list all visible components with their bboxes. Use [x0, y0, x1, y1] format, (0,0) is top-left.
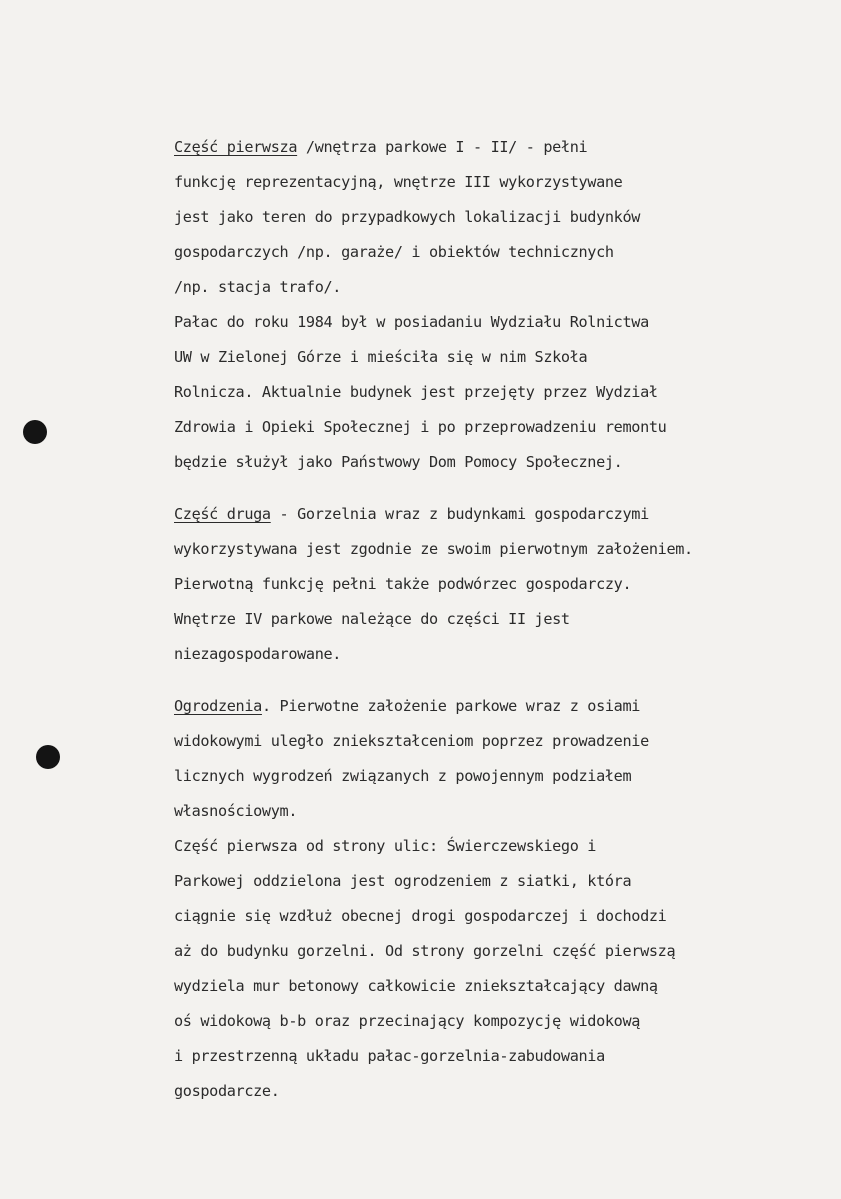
text-line: oś widokową b-b oraz przecinający kompozycję widokową — [174, 1012, 641, 1030]
punch-hole-bottom — [36, 745, 60, 769]
section-heading: Część druga — [174, 505, 271, 523]
paragraph-gap — [174, 480, 794, 497]
section-heading: Ogrodzenia — [174, 697, 262, 715]
text-line: Wnętrze IV parkowe należące do części II jest — [174, 610, 570, 628]
document-body — [174, 130, 794, 1109]
line-text: . Pierwotne założenie parkowe wraz z osiami — [261, 697, 641, 715]
paragraph-ogrodzenia — [174, 689, 794, 1109]
text-line: Parkowej oddzielona jest ogrodzeniem z siatki, która — [174, 872, 632, 890]
text-line: wydziela mur betonowy całkowicie zniekształcający dawną — [174, 977, 658, 995]
line-text: - Gorzelnia wraz z budynkami gospodarczymi — [270, 505, 649, 523]
text-line: jest jako teren do przypadkowych lokalizacji budynków — [174, 208, 641, 226]
text-line: licznych wygrodzeń związanych z powojennym podziałem — [174, 767, 632, 785]
text-line — [174, 497, 794, 532]
text-line: widokowymi uległo zniekształceniom poprzez prowadzenie — [174, 732, 649, 750]
text-line: gospodarcze. — [174, 1082, 280, 1100]
text-line: gospodarczych /np. garaże/ i obiektów technicznych — [174, 243, 614, 261]
text-line: Pałac do roku 1984 był w posiadaniu Wydziału Rolnictwa — [174, 313, 649, 331]
paragraph-czesc-pierwsza — [174, 130, 794, 480]
paragraph-czesc-druga — [174, 497, 794, 672]
text-line: będzie służył jako Państwowy Dom Pomocy Społecznej. — [174, 453, 623, 471]
text-line — [174, 130, 794, 165]
text-line: aż do budynku gorzelni. Od strony gorzelni część pierwszą — [174, 942, 676, 960]
text-line: UW w Zielonej Górze i mieściła się w nim Szkoła — [174, 348, 588, 366]
section-heading: Część pierwsza — [174, 138, 298, 156]
text-line: ciągnie się wzdłuż obecnej drogi gospodarczej i dochodzi — [174, 907, 667, 925]
text-line — [174, 689, 794, 724]
text-line: Zdrowia i Opieki Społecznej i po przeprowadzeniu remontu — [174, 418, 667, 436]
text-line: Rolnicza. Aktualnie budynek jest przejęty przez Wydział — [174, 383, 658, 401]
paragraph-gap — [174, 672, 794, 689]
line-text: /wnętrza parkowe I - II/ - pełni — [305, 138, 588, 156]
text-line: Pierwotną funkcję pełni także podwórzec gospodarczy. — [174, 575, 632, 593]
text-line: Część pierwsza od strony ulic: Świerczewskiego i — [174, 837, 597, 855]
text-line: niezagospodarowane. — [174, 645, 342, 663]
text-line: funkcję reprezentacyjną, wnętrze III wykorzystywane — [174, 173, 623, 191]
punch-hole-top — [23, 420, 47, 444]
text-line: własnościowym. — [174, 802, 298, 820]
text-line: /np. stacja trafo/. — [174, 278, 342, 296]
text-line: i przestrzenną układu pałac-gorzelnia-zabudowania — [174, 1047, 605, 1065]
text-line: wykorzystywana jest zgodnie ze swoim pierwotnym założeniem. — [174, 540, 693, 558]
